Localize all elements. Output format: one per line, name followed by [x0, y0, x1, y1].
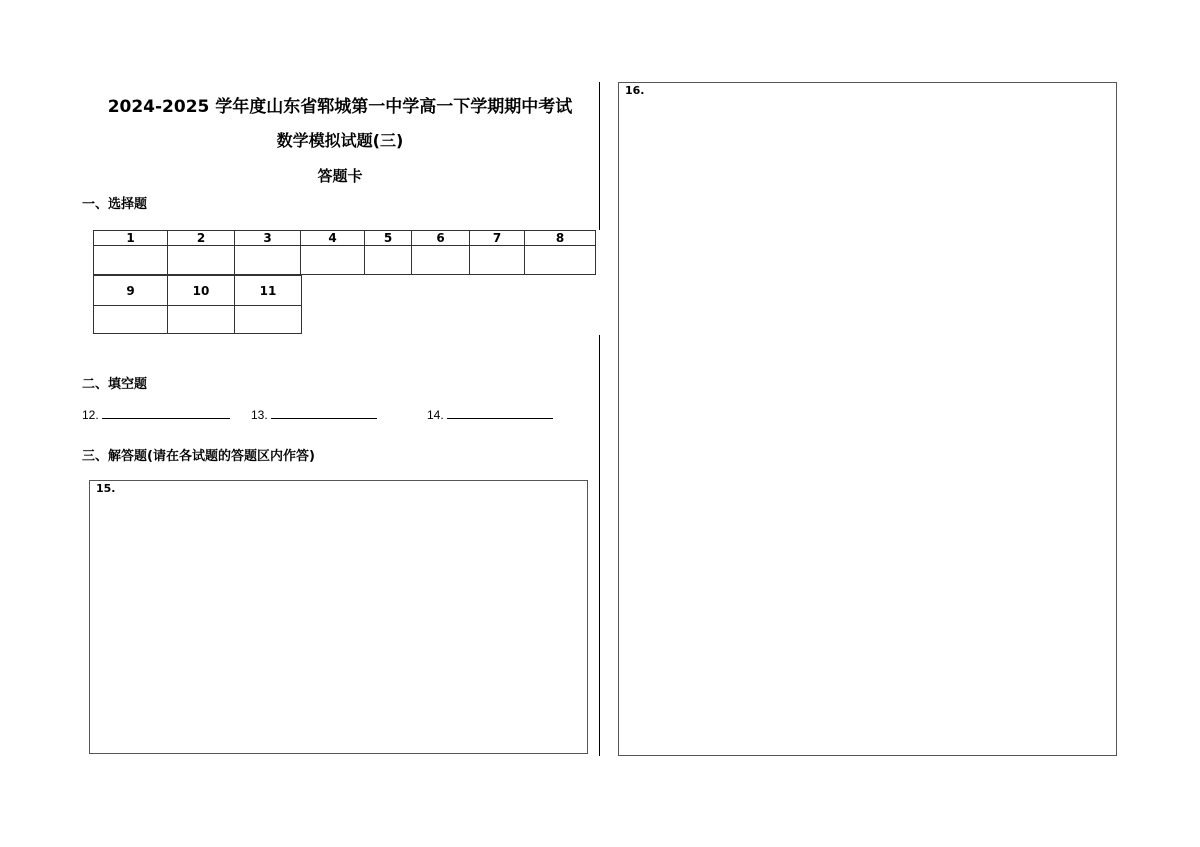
column-divider	[599, 335, 600, 756]
fill-item-14[interactable]	[427, 408, 553, 422]
fill-item-13[interactable]	[251, 408, 377, 422]
fill-answer-line[interactable]	[447, 417, 553, 419]
question-number: 11	[235, 276, 302, 306]
question-number: 2	[168, 231, 235, 246]
question-number: 7	[470, 231, 525, 246]
answer-cell[interactable]	[235, 306, 302, 334]
section-fill-heading: 二、填空题	[82, 377, 148, 392]
answer-cell[interactable]	[470, 246, 525, 275]
answer-cell[interactable]	[365, 246, 412, 275]
section-choice-heading: 一、选择题	[82, 197, 148, 212]
question-number: 8	[525, 231, 596, 246]
question-number: 6	[412, 231, 470, 246]
fill-item-12[interactable]	[82, 408, 230, 422]
answer-box-15[interactable]	[89, 480, 588, 754]
answer-box-16[interactable]	[618, 82, 1117, 756]
section-answer-heading: 三、解答题(请在各试题的答题区内作答)	[82, 449, 315, 464]
answer-cell[interactable]	[168, 306, 235, 334]
question-number: 3	[235, 231, 301, 246]
fill-item-number: 14.	[427, 408, 444, 422]
fill-item-number: 13.	[251, 408, 268, 422]
answer-box-label: 16.	[625, 84, 645, 97]
exam-title: 2024-2025 学年度山东省郓城第一中学高一下学期期中考试	[107, 97, 573, 117]
question-number: 5	[365, 231, 412, 246]
answer-cell[interactable]	[94, 246, 168, 275]
choice-answer-grid-row2	[93, 275, 302, 334]
answer-cell[interactable]	[94, 306, 168, 334]
answer-cell[interactable]	[525, 246, 596, 275]
column-divider	[599, 82, 600, 230]
fill-item-number: 12.	[82, 408, 99, 422]
answer-sheet-label: 答题卡	[317, 167, 363, 185]
question-number: 9	[94, 276, 168, 306]
exam-subtitle: 数学模拟试题(三)	[276, 131, 404, 150]
answer-cell[interactable]	[235, 246, 301, 275]
answer-cell[interactable]	[168, 246, 235, 275]
answer-box-label: 15.	[96, 482, 116, 495]
question-number: 10	[168, 276, 235, 306]
answer-cell[interactable]	[301, 246, 365, 275]
choice-answer-grid-row1	[93, 230, 596, 275]
fill-answer-line[interactable]	[271, 417, 377, 419]
answer-cell[interactable]	[412, 246, 470, 275]
question-number: 4	[301, 231, 365, 246]
question-number: 1	[94, 231, 168, 246]
fill-answer-line[interactable]	[102, 417, 230, 419]
